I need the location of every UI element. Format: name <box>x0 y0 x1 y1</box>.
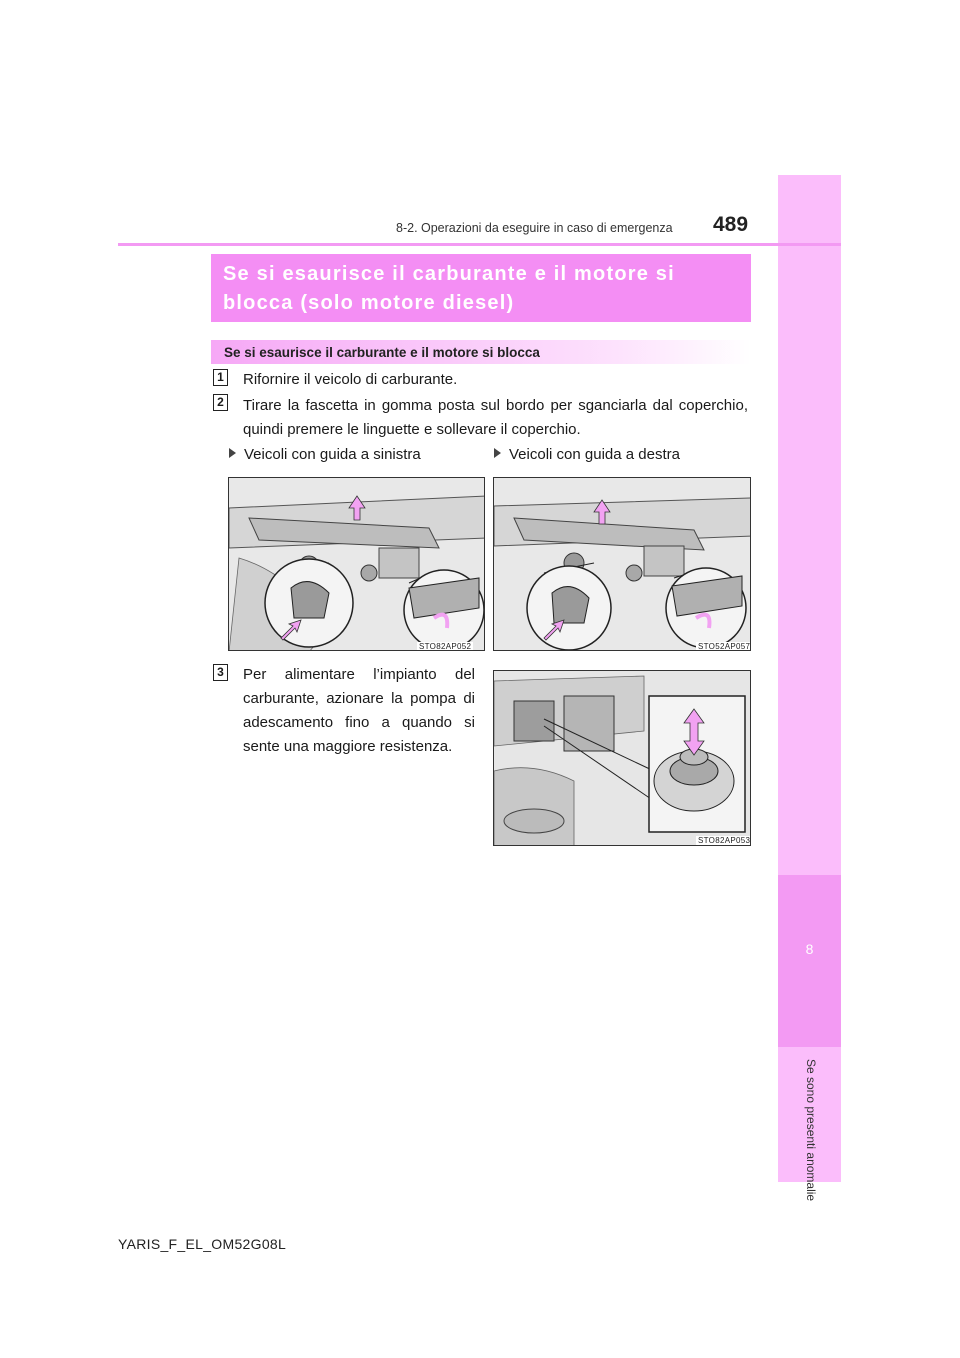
document-code: YARIS_F_EL_OM52G08L <box>118 1236 287 1252</box>
step-badge-2: 2 <box>213 394 228 411</box>
triangle-bullet-icon <box>494 448 501 458</box>
step-badge-3: 3 <box>213 664 228 681</box>
step-2-text-line-2: quindi premere le linguette e sollevare il coperchio. <box>243 421 581 438</box>
subheading-bar: Se si esaurisce il carburante e il motore si blocca <box>211 340 751 364</box>
step-1-text: Rifornire il veicolo di carburante. <box>243 371 458 388</box>
variant-right-label: Veicoli con guida a destra <box>509 446 680 463</box>
figure-2-code: STO52AP057 <box>698 642 751 651</box>
step-3-text-line-2: carburante, azionare la pompa di <box>243 690 475 707</box>
section-title-line-1: Se si esaurisce il carburante e il motore si <box>223 263 675 285</box>
variant-left-label: Veicoli con guida a sinistra <box>244 446 421 463</box>
figure-1-code: STO82AP052 <box>419 642 472 651</box>
chapter-number: 8 <box>805 941 814 957</box>
section-title-line-2: blocca (solo motore diesel) <box>223 292 515 314</box>
running-header-title: 8-2. Operazioni da eseguire in caso di emergenza <box>396 221 673 235</box>
figure-priming-pump <box>493 670 751 846</box>
figure-3-code: STO82AP053 <box>698 836 751 845</box>
chapter-title: Se sono presenti anomalie <box>804 1059 818 1202</box>
step-3-text-line-3: adescamento fino a quando si <box>243 714 475 731</box>
page-number: 489 <box>713 213 749 236</box>
step-badge-1: 1 <box>213 369 228 386</box>
step-3-text-line-1: Per alimentare l’impianto del <box>243 666 475 683</box>
triangle-bullet-icon <box>229 448 236 458</box>
variant-left-hand-drive <box>229 446 421 463</box>
variant-right-hand-drive <box>494 446 680 463</box>
chapter-side-tab <box>778 175 841 1202</box>
section-title-box <box>211 254 751 322</box>
figure-lhd-cover-removal <box>228 477 485 651</box>
chapter-tab-box <box>778 875 841 1047</box>
figure-rhd-cover-removal <box>493 477 751 651</box>
header-rule <box>118 243 841 246</box>
step-2-text-line-1: Tirare la fascetta in gomma posta sul bordo per sganciarla dal coperchio, <box>243 397 748 414</box>
step-3-text-line-4: sente una maggiore resistenza. <box>243 738 453 755</box>
